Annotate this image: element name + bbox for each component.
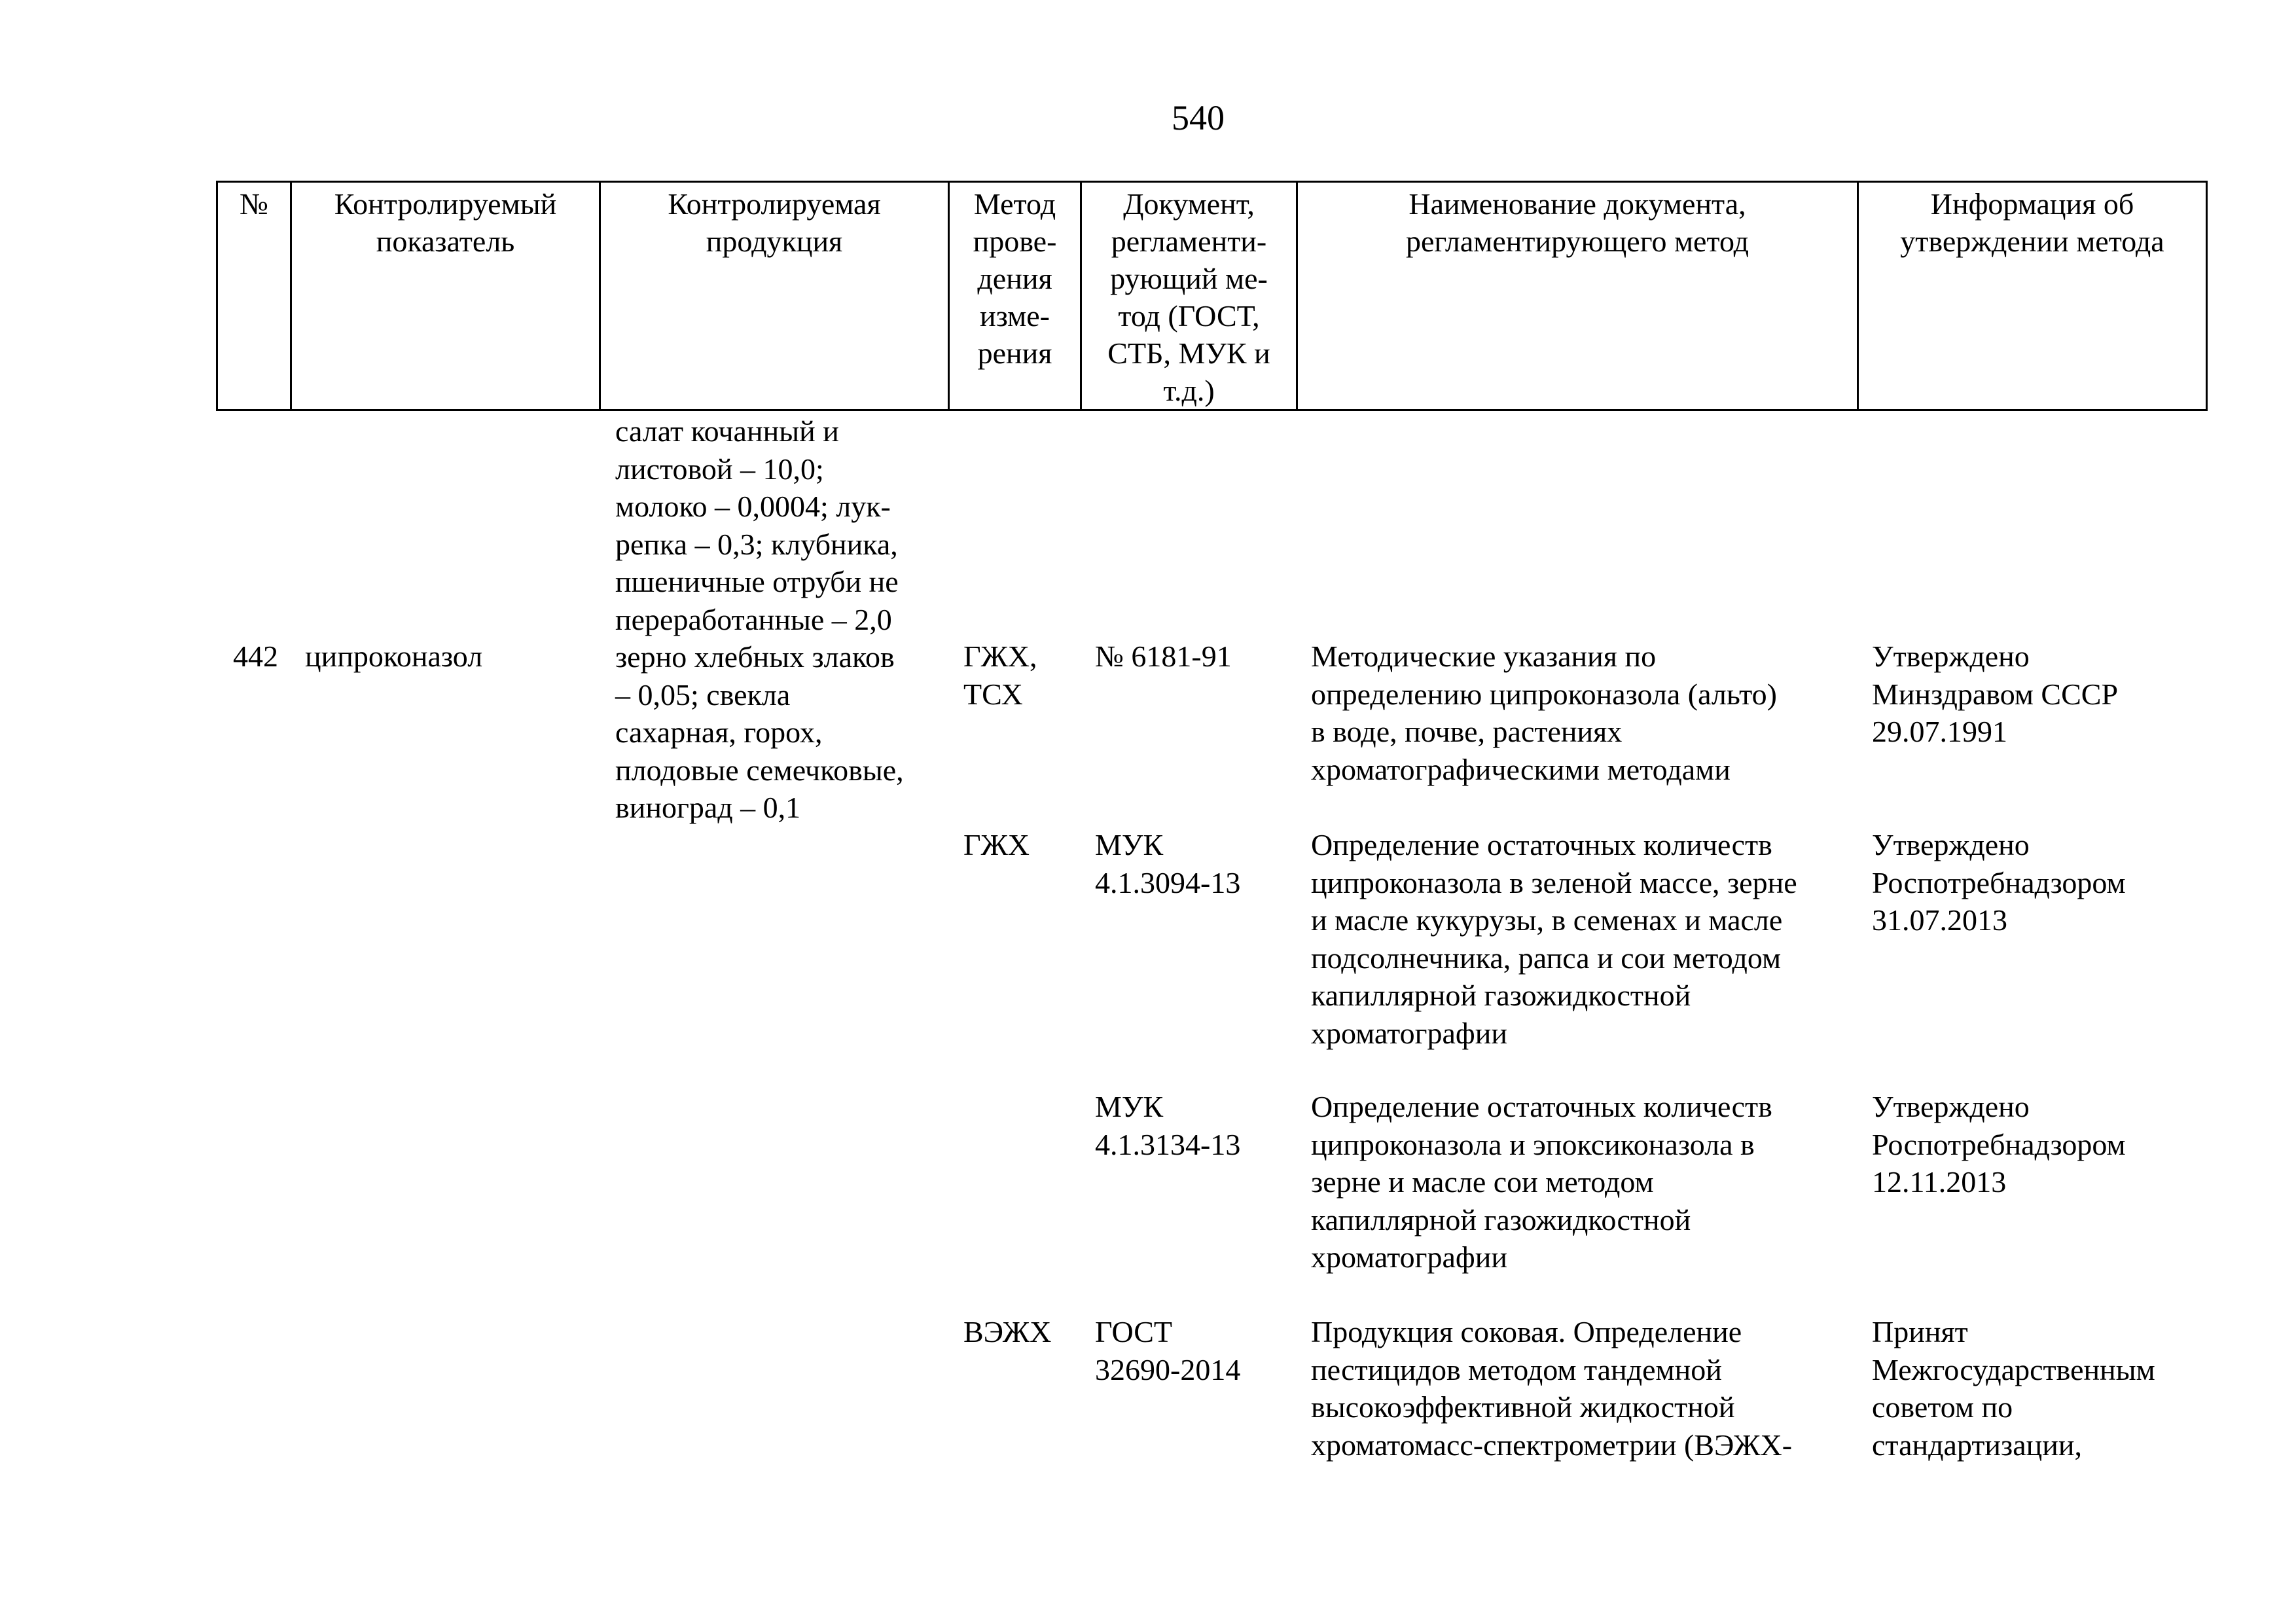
method-approval: Утверждено Роспотребнадзором 12.11.2013: [1872, 1090, 2126, 1199]
method-document: ГОСТ 32690-2014: [1095, 1315, 1241, 1386]
method-approval: Утверждено Минздравом СССР 29.07.1991: [1872, 640, 2119, 748]
method-doc-name: Определение остаточных количеств ципроконазола и эпоксиконазола в зерне и масле сои методом капиллярной газожидкостной хроматографии: [1311, 1090, 1772, 1274]
method-document: № 6181-91: [1095, 640, 1232, 673]
row-number: 442: [233, 640, 278, 673]
method-approval: Принят Межгосударственным советом по стандартизации,: [1872, 1315, 2155, 1462]
header-doc-name: Наименование документа, регламентирующего метод: [1297, 182, 1858, 410]
header-product: Контролируемая продукция: [600, 182, 949, 410]
page-number: 540: [1172, 98, 1225, 137]
method-document: МУК 4.1.3094-13: [1095, 828, 1241, 899]
method-document: МУК 4.1.3134-13: [1095, 1090, 1241, 1161]
header-indicator: Контролируемый показатель: [291, 182, 600, 410]
header-document: Документ, регламенти- рующий ме- тод (ГОСТ, СТБ, МУК и т.д.): [1081, 182, 1297, 410]
table-header: [216, 181, 2208, 411]
header-approval: Информация об утверждении метода: [1858, 182, 2207, 410]
method-doc-name: Определение остаточных количеств ципроконазола в зеленой массе, зерне и масле кукурузы, в семенах и масле подсолнечника, рапса и сои методом капиллярной газожидкостной хроматографии: [1311, 828, 1797, 1050]
method-doc-name: Методические указания по определению ципроконазола (альто) в воде, почве, растениях хроматографическими методами: [1311, 640, 1777, 786]
header-number: №: [217, 182, 291, 410]
method-type: ГЖХ: [963, 828, 1030, 861]
method-approval: Утверждено Роспотребнадзором 31.07.2013: [1872, 828, 2126, 937]
row-indicator: ципроконазол: [305, 640, 483, 673]
row-products: салат кочанный и листовой – 10,0; молоко – 0,0004; лук- репка – 0,3; клубника, пшеничные отруби не переработанные – 2,0 зерно хлебных злаков – 0,05; свекла сахарная, горох, плодовые семечковые, виноград – 0,1: [615, 414, 904, 824]
header-method: Метод прове- дения изме- рения: [949, 182, 1081, 410]
method-doc-name: Продукция соковая. Определение пестицидов методом тандемной высокоэффективной жидкостной хроматомасс-спектрометрии (ВЭЖХ-: [1311, 1315, 1793, 1462]
method-type: ВЭЖХ: [963, 1315, 1052, 1348]
method-type: ГЖХ, ТСХ: [963, 640, 1037, 711]
